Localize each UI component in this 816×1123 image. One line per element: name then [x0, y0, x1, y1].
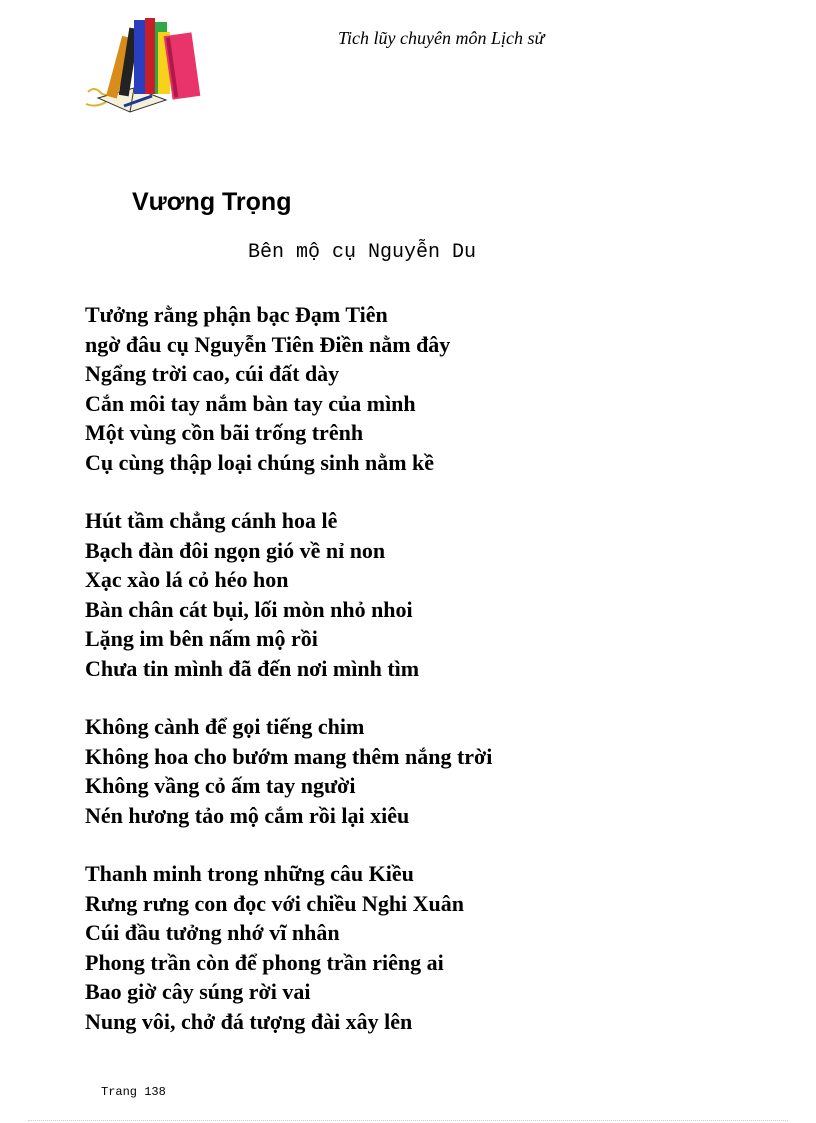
books-icon [84, 14, 206, 114]
poem-line: Nén hương tảo mộ cắm rồi lại xiêu [85, 802, 410, 828]
poem-line: Tưởng rằng phận bạc Đạm Tiên [85, 302, 388, 327]
stanza [85, 506, 492, 683]
poem-body [85, 300, 492, 1065]
poem-line: Lặng im bên nấm mộ rồi [85, 626, 318, 651]
poem-line: Hút tầm chẳng cánh hoa lê [85, 508, 338, 533]
poem-line: Phong trần còn để phong trần riêng ai [85, 949, 444, 975]
poem-line: Một vùng cồn bãi trống trênh [85, 420, 364, 445]
poem-line: Cụ cùng thập loại chúng sinh nằm kề [85, 449, 435, 475]
poem-author: Vương Trọng [132, 188, 292, 216]
poem-line: Bàn chân cát bụi, lối mòn nhỏ nhoi [85, 596, 413, 622]
poem-line: Không cành để gọi tiếng chim [85, 714, 365, 739]
poem-line: Nung vôi, chở đá tượng đài xây lên [85, 1008, 413, 1034]
poem-line: Thanh minh trong những câu Kiều [85, 861, 414, 886]
stanza [85, 300, 492, 477]
poem-line: Không vầng cỏ ấm tay người [85, 773, 356, 798]
poem-line: Không hoa cho bướm mang thêm nắng trời [85, 743, 493, 769]
footer-divider [28, 1120, 788, 1121]
poem-line: Bạch đàn đôi ngọn gió về nỉ non [85, 537, 386, 563]
poem-line: ngờ đâu cụ Nguyễn Tiên Điền nằm đây [85, 331, 451, 357]
poem-line: Chưa tin mình đã đến nơi mình tìm [85, 655, 420, 681]
stanza [85, 712, 492, 830]
poem-line: Rưng rưng con đọc với chiều Nghi Xuân [85, 890, 465, 916]
poem-line: Cúi đầu tưởng nhớ vĩ nhân [85, 920, 340, 945]
stanza [85, 859, 492, 1036]
poem-line: Bao giờ cây súng rời vai [85, 979, 311, 1004]
poem-line: Xạc xào lá cỏ héo hon [85, 567, 289, 592]
document-header-title: Tich lũy chuyên môn Lịch sử [338, 28, 545, 48]
poem-title: Bên mộ cụ Nguyễn Du [248, 241, 477, 264]
poem-line: Ngẩng trời cao, cúi đất dày [85, 361, 340, 386]
poem-line: Cắn môi tay nắm bàn tay của mình [85, 390, 416, 416]
page-number: Trang 138 [101, 1085, 166, 1099]
